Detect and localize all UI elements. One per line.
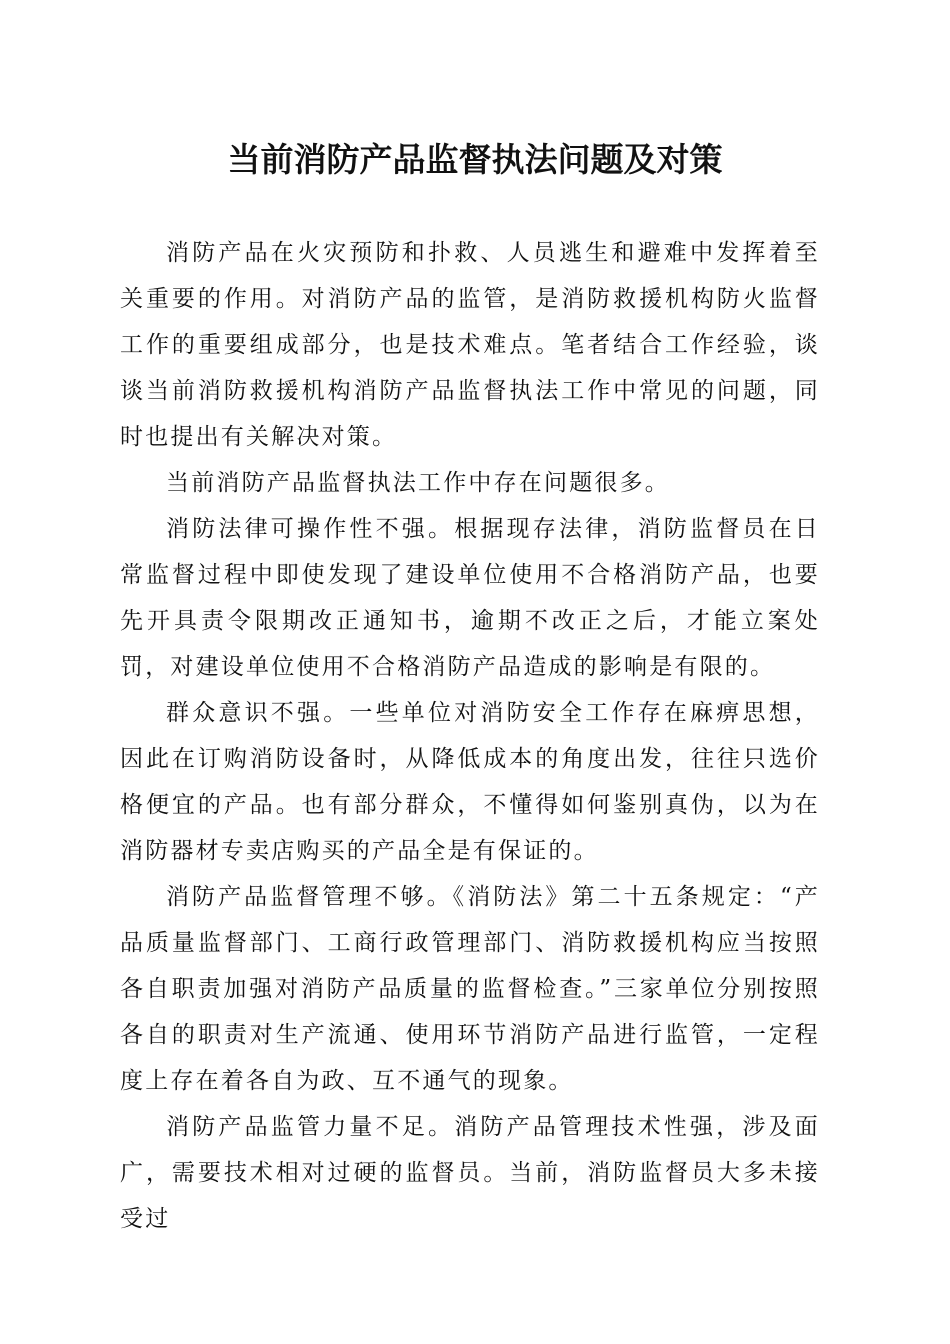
paragraph-supervision-management: 消防产品监督管理不够。《消防法》第二十五条规定：“产品质量监督部门、工商行政管理部门、消防救援机构应当按照各自职责加强对消防产品质量的监督检查。”三家单位分别按照各自的职责对生产流通、使用环节消防产品进行监管，一定程度上存在着各自为政、互不通气的现象。 (120, 884, 820, 1094)
document-body (120, 230, 820, 1242)
paragraph-problems-overview: 当前消防产品监督执法工作中存在问题很多。 (166, 470, 670, 496)
document-title: 当前消防产品监督执法问题及对策 (227, 140, 723, 179)
paragraph-supervision-staffing: 消防产品监管力量不足。消防产品管理技术性强，涉及面广，需要技术相对过硬的监督员。当前，消防监督员大多未接受过 (120, 1114, 820, 1232)
paragraph-law-operability: 消防法律可操作性不强。根据现存法律，消防监督员在日常监督过程中即使发现了建设单位使用不合格消防产品，也要先开具责令限期改正通知书，逾期不改正之后，才能立案处罚，对建设单位使用不合格消防产品造成的影响是有限的。 (120, 516, 820, 680)
paragraph-public-awareness: 群众意识不强。一些单位对消防安全工作存在麻痹思想，因此在订购消防设备时，从降低成本的角度出发，往往只选价格便宜的产品。也有部分群众，不懂得如何鉴别真伪，以为在消防器材专卖店购买的产品全是有保证的。 (120, 700, 820, 864)
paragraph-intro: 消防产品在火灾预防和扑救、人员逃生和避难中发挥着至关重要的作用。对消防产品的监管，是消防救援机构防火监督工作的重要组成部分，也是技术难点。笔者结合工作经验，谈谈当前消防救援机构消防产品监督执法工作中常见的问题，同时也提出有关解决对策。 (120, 240, 820, 450)
